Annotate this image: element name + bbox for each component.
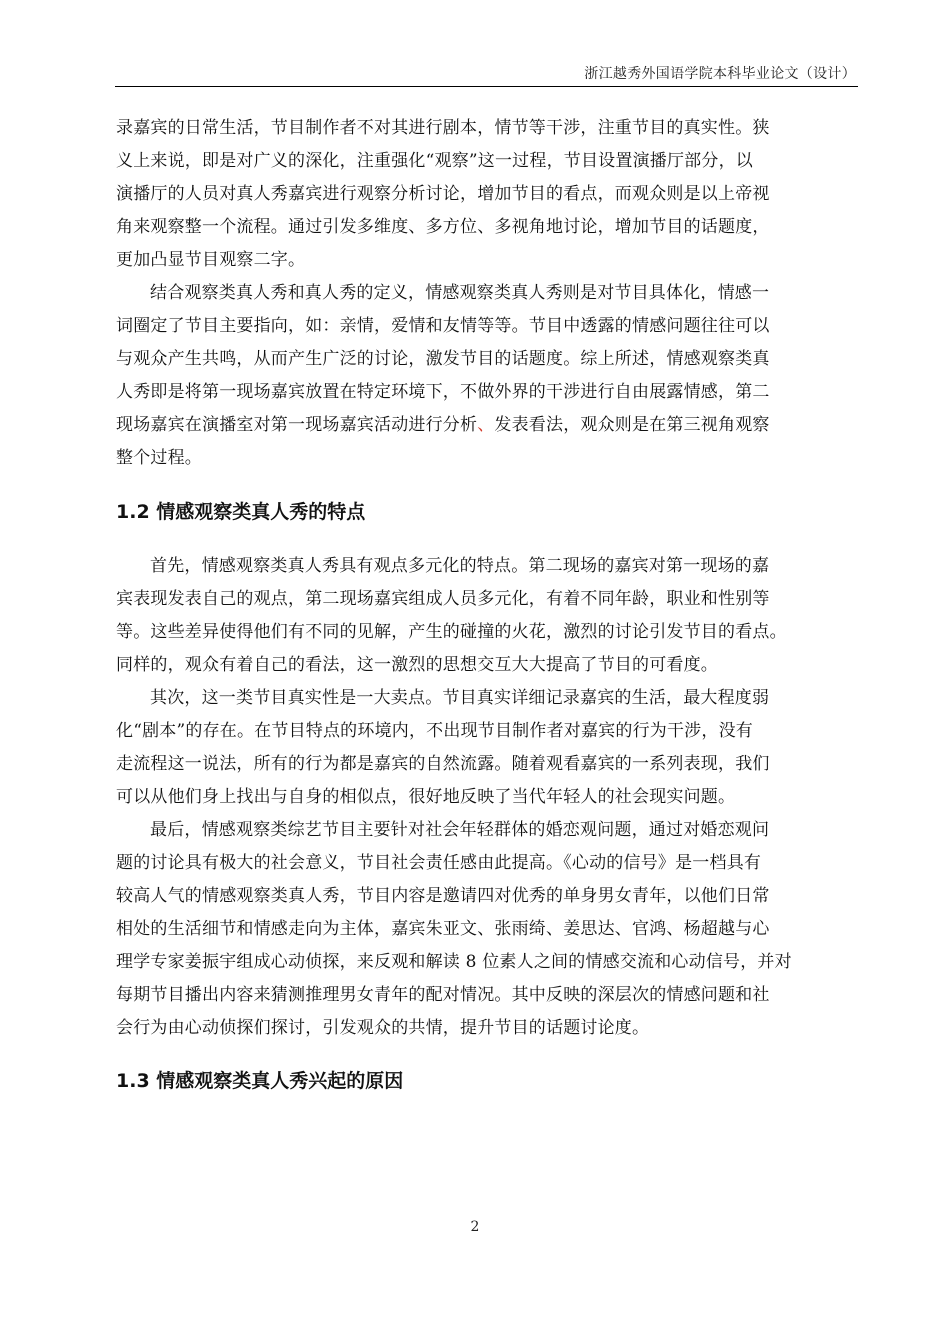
- paragraph-line: 较高人气的情感观察类真人秀，节目内容是邀请四对优秀的单身男女青年，以他们日常: [116, 886, 770, 906]
- paragraph-line: 其次，这一类节目真实性是一大卖点。节目真实详细记录嘉宾的生活，最大程度弱: [150, 688, 770, 708]
- paragraph-line: 整个过程。: [116, 448, 202, 468]
- paragraph-line: 录嘉宾的日常生活，节目制作者不对其进行剧本，情节等干涉，注重节目的真实性。狭: [116, 118, 770, 138]
- paragraph-line: 首先，情感观察类真人秀具有观点多元化的特点。第二现场的嘉宾对第一现场的嘉: [150, 556, 770, 576]
- page-number: 2: [470, 1219, 480, 1235]
- paragraph-line: 相处的生活细节和情感走向为主体，嘉宾朱亚文、张雨绮、姜思达、官鸿、杨超越与心: [116, 919, 770, 939]
- paragraph-line: 题的讨论具有极大的社会意义，节目社会责任感由此提高。《心动的信号》是一档具有: [116, 853, 762, 873]
- section-heading-1-2: 1.2 情感观察类真人秀的特点: [116, 501, 366, 523]
- paragraph-third-feature: [116, 814, 861, 1045]
- paragraph-line: 角来观察整一个流程。通过引发多维度、多方位、多视角地讨论，增加节目的话题度，: [116, 217, 770, 237]
- paragraph-line: 最后，情感观察类综艺节目主要针对社会年轻群体的婚恋观问题，通过对婚恋观问: [150, 820, 770, 840]
- paragraph-line: 结合观察类真人秀和真人秀的定义，情感观察类真人秀则是对节目具体化，情感一: [150, 283, 770, 303]
- paragraph-line: 走流程这一说法，所有的行为都是嘉宾的自然流露。随着观看嘉宾的一系列表现，我们: [116, 754, 770, 774]
- paragraph-first-feature: [116, 550, 861, 682]
- paragraph-line: 会行为由心动侦探们探讨，引发观众的共情，提升节目的话题讨论度。: [116, 1018, 650, 1038]
- text-run: 发表看法，观众则是在第三视角观察: [494, 415, 770, 435]
- paragraph-line: [116, 409, 861, 442]
- paragraph-line: 词圈定了节目主要指向，如：亲情，爱情和友情等等。节目中透露的情感问题往往可以: [116, 316, 770, 336]
- paragraph-line: 化“剧本”的存在。在节目特点的环境内，不出现节目制作者对嘉宾的行为干涉，没有: [116, 721, 753, 741]
- red-comma-mark: 、: [477, 415, 495, 435]
- paragraph-line: 更加凸显节目观察二字。: [116, 250, 306, 270]
- page-header: [115, 60, 858, 87]
- paragraph-line: 人秀即是将第一现场嘉宾放置在特定环境下，不做外界的干涉进行自由展露情感，第二: [116, 382, 770, 402]
- paragraph-line: 宾表现发表自己的观点，第二现场嘉宾组成人员多元化，有着不同年龄，职业和性别等: [116, 589, 770, 609]
- paragraph-line: 可以从他们身上找出与自身的相似点，很好地反映了当代年轻人的社会现实问题。: [116, 787, 736, 807]
- text-run: 现场嘉宾在演播室对第一现场嘉宾活动进行分析: [116, 415, 478, 435]
- running-title: 浙江越秀外国语学院本科毕业论文（设计）: [584, 66, 856, 82]
- body-text: [116, 112, 861, 1098]
- paragraph-line: 等。这些差异使得他们有不同的见解，产生的碰撞的火花，激烈的讨论引发节目的看点。: [116, 622, 787, 642]
- paragraph-line: 义上来说，即是对广义的深化，注重强化“观察”这一过程，节目设置演播厅部分，以: [116, 151, 753, 171]
- paragraph-line: 同样的，观众有着自己的看法，这一激烈的思想交互大大提高了节目的可看度。: [116, 655, 718, 675]
- paragraph-line: 与观众产生共鸣，从而产生广泛的讨论，激发节目的话题度。综上所述，情感观察类真: [116, 349, 770, 369]
- paragraph-definition-continued: [116, 112, 861, 277]
- paragraph-line: 每期节目播出内容来猜测推理男女青年的配对情况。其中反映的深层次的情感问题和社: [116, 985, 770, 1005]
- paragraph-line: 演播厅的人员对真人秀嘉宾进行观察分析讨论，增加节目的看点，而观众则是以上帝视: [116, 184, 770, 204]
- paragraph-emotion-observation-definition: [116, 277, 861, 475]
- paragraph-line: 理学专家姜振宇组成心动侦探，来反观和解读 8 位素人之间的情感交流和心动信号，并对: [116, 952, 792, 972]
- paragraph-second-feature: [116, 682, 861, 814]
- section-heading-1-3: 1.3 情感观察类真人秀兴起的原因: [116, 1070, 404, 1092]
